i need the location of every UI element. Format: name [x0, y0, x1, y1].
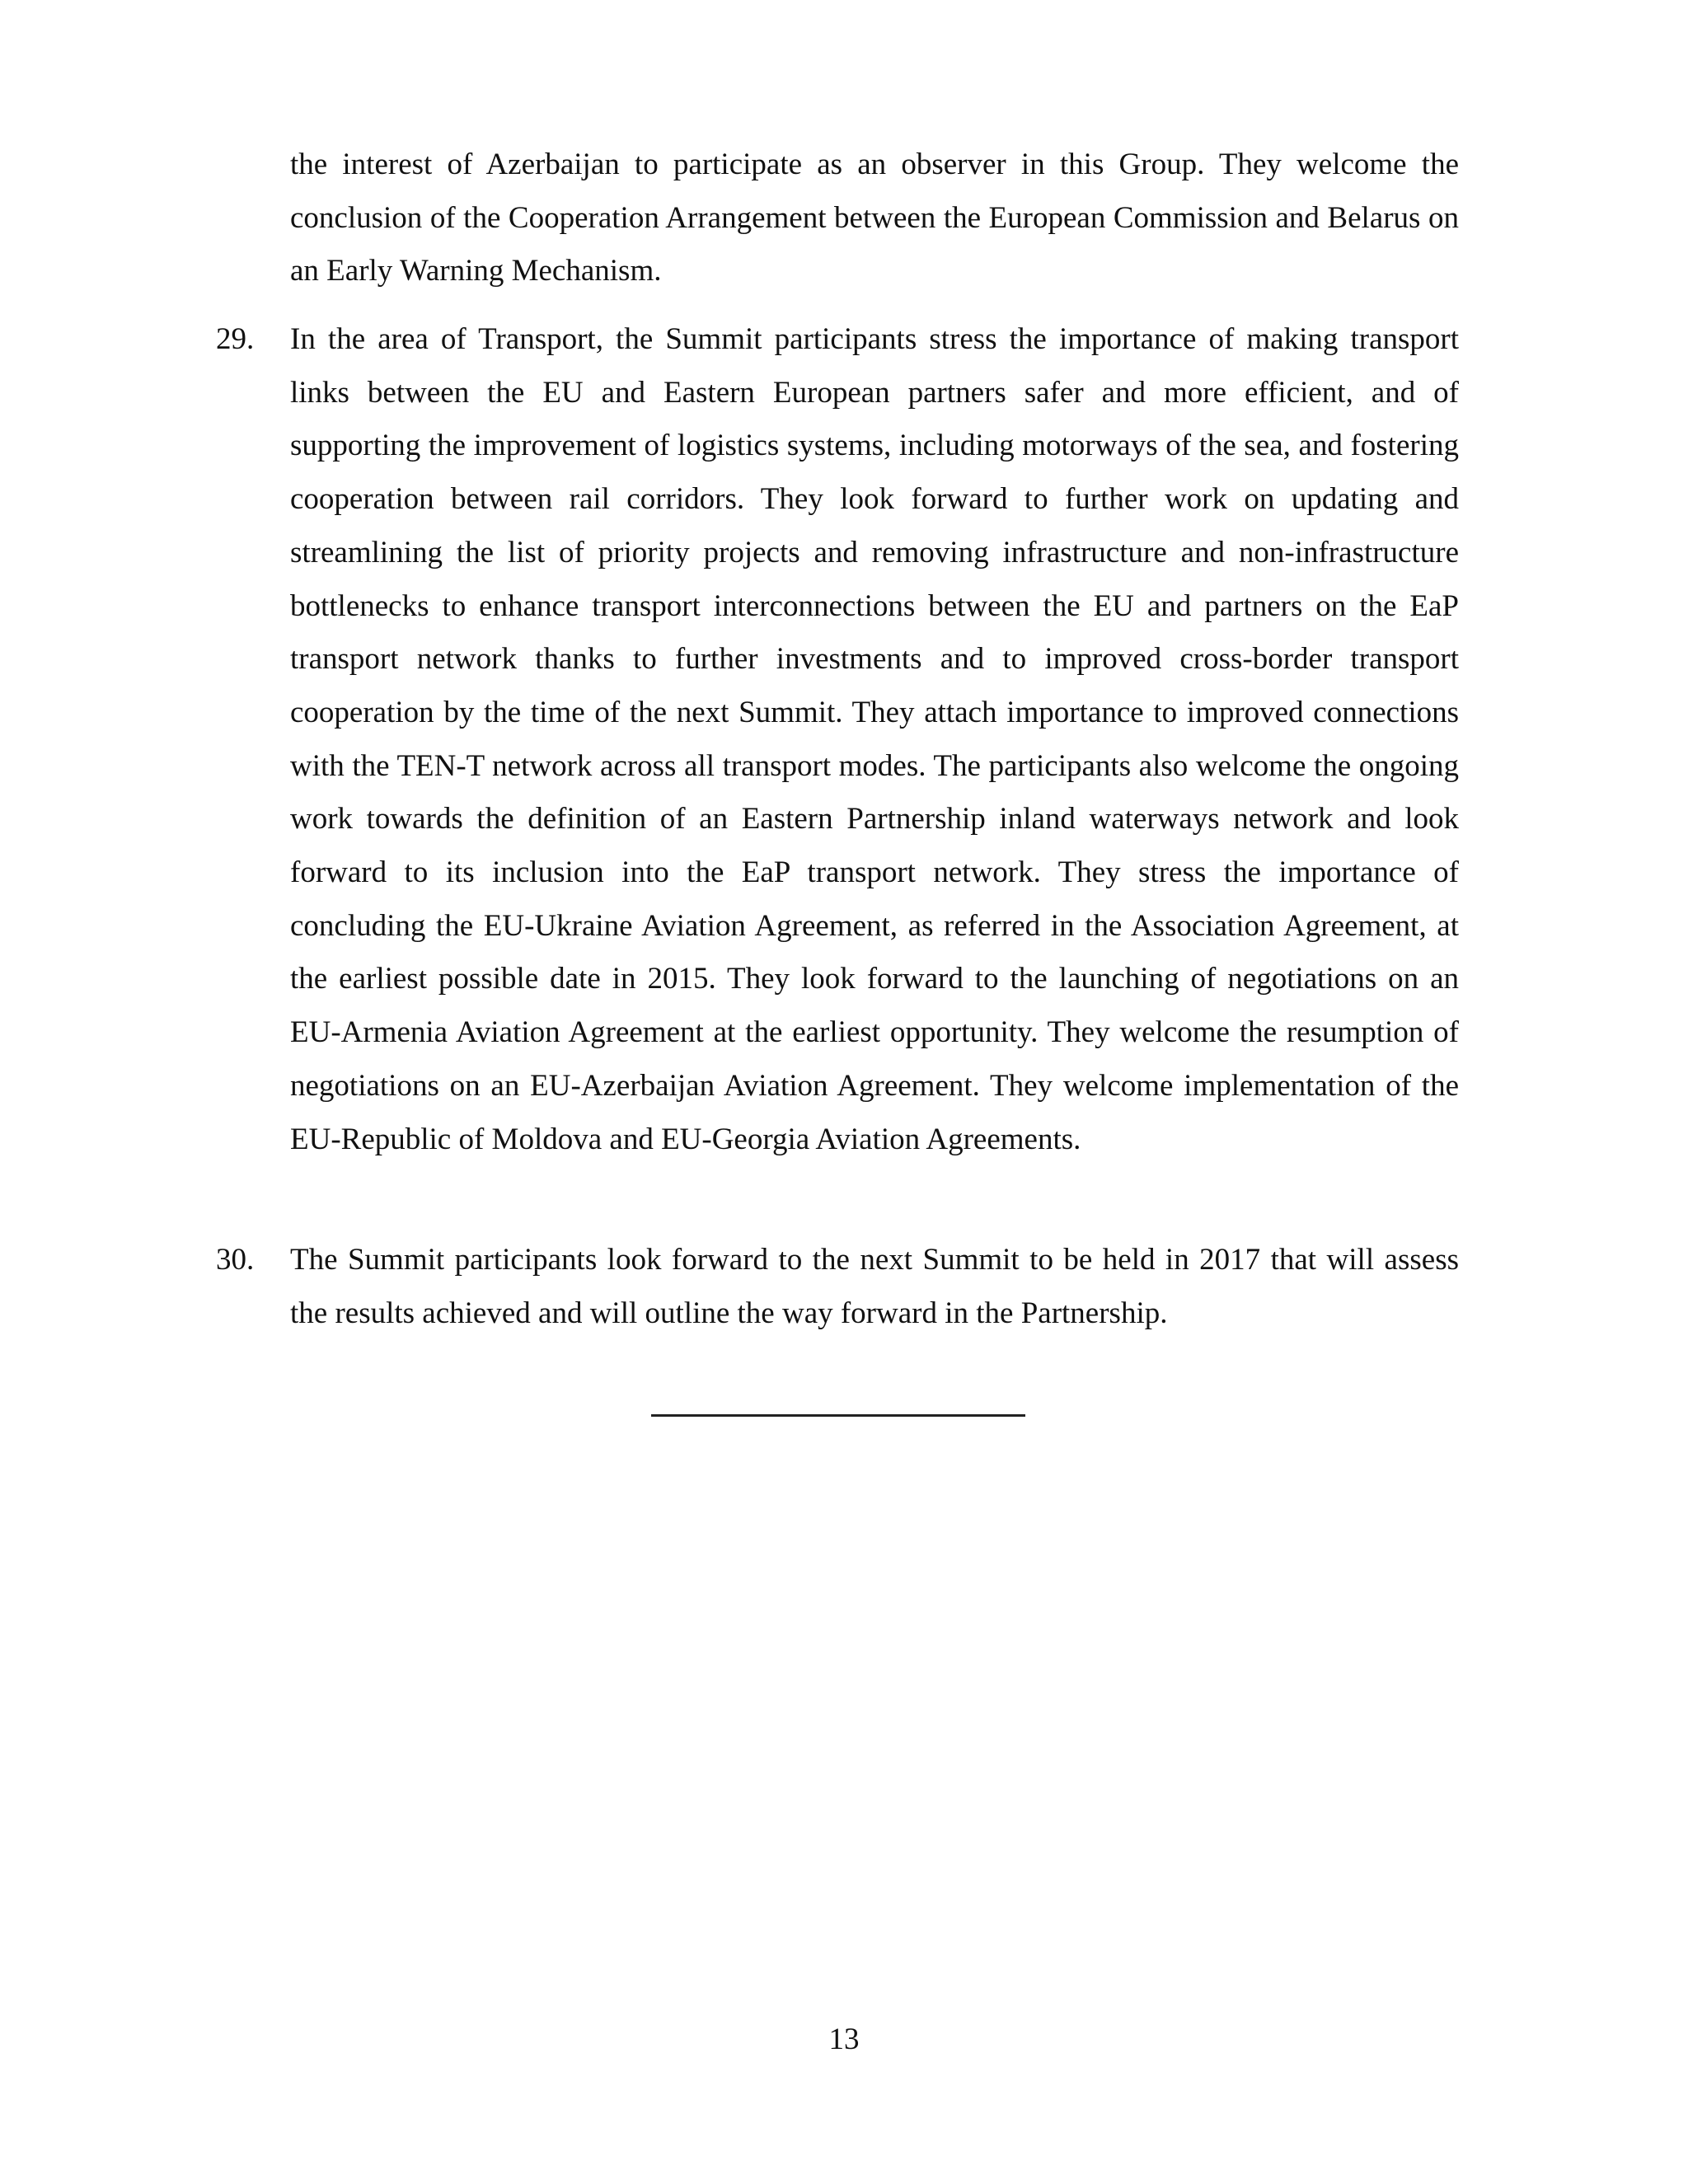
paragraph-30-text: The Summit participants look forward to the next Summit to be held in 2017 that will assess the results achieved and will outline the way forward in the Partnership.	[290, 1243, 1459, 1330]
paragraph-number-30: 30.	[216, 1243, 255, 1277]
paragraph-29-text: In the area of Transport, the Summit participants stress the importance of making transport links between the EU and Eastern European partners safer and more efficient, and of supporting the improvement of logistics systems, including motorways of the sea, and fostering cooperation between rail corridors. They look forward to further work on updating and streamlining the list of priority projects and removing infrastructure and non-infrastructure bottlenecks to enhance transport interconnections between the EU and partners on the EaP transport network thanks to further investments and to improved cross-border transport cooperation by the time of the next Summit. They attach importance to improved connections with the TEN-T network across all transport modes. The participants also welcome the ongoing work towards the definition of an Eastern Partnership inland waterways network and look forward to its inclusion into the EaP transport network. They stress the importance of concluding the EU-Ukraine Aviation Agreement, as referred in the Association Agreement, at the earliest possible date in 2015. They look forward to the launching of negotiations on an EU-Armenia Aviation Agreement at the earliest opportunity. They welcome the resumption of negotiations on an EU-Azerbaijan Aviation Agreement. They welcome implementation of the EU-Republic of Moldova and EU-Georgia Aviation Agreements.	[290, 322, 1459, 1156]
paragraph-number-29: 29.	[216, 322, 255, 356]
end-of-text-rule	[651, 1414, 1025, 1417]
page-number: 13	[828, 2022, 860, 2056]
continuation-paragraph: the interest of Azerbaijan to participate as an observer in this Group. They welcome the conclusion of the Cooperation Arrangement between the European Commission and Belarus on an Early Warning Mechanism.	[290, 148, 1459, 288]
